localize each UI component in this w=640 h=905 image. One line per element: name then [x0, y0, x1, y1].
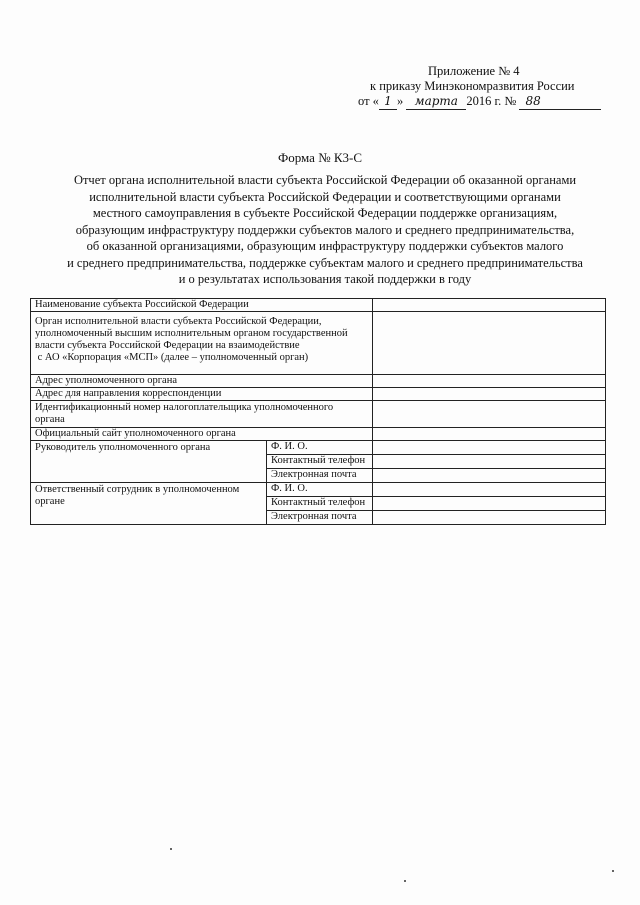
row-value-field[interactable]: [373, 388, 605, 400]
date-mid: »: [396, 94, 404, 108]
field-label: Электронная почта: [267, 469, 373, 482]
row-value-field[interactable]: [373, 299, 605, 311]
report-title-line: образующим инфраструктуру поддержки субъектов малого и среднего предпринимательства,: [75, 222, 575, 237]
table-row: [30, 388, 606, 401]
field-label: Ф. И. О.: [267, 483, 373, 496]
row-label: [31, 312, 373, 374]
report-title-line: Отчет органа исполнительной власти субъекта Российской Федерации об оказанной органами: [73, 173, 577, 187]
manager-group: [30, 441, 606, 483]
table-row: [30, 401, 606, 428]
field-label: Ф. И. О.: [267, 441, 373, 454]
order-reference: к приказу Минэкономразвития России: [370, 79, 575, 93]
group-label-line: Ответственный сотрудник в уполномоченном: [35, 484, 240, 495]
group-field-row: [267, 441, 605, 455]
table-row: [30, 375, 606, 388]
table-row: [30, 312, 606, 375]
group-field-row: [267, 455, 605, 469]
row-label: Наименование субъекта Российской Федерации: [31, 299, 373, 311]
field-label: Электронная почта: [267, 511, 373, 524]
scan-speck: [170, 848, 172, 850]
table-row: [30, 428, 606, 441]
row-label: [31, 401, 373, 427]
report-title-line: исполнительной власти субъекта Российской Федерации и соответствующими органами: [89, 189, 561, 204]
row-label-line: Идентификационный номер налогоплательщика уполномоченного: [35, 402, 334, 413]
field-value-input[interactable]: [373, 441, 605, 454]
field-label: Контактный телефон: [267, 455, 373, 468]
row-value-field[interactable]: [373, 375, 605, 387]
report-title-line: и среднего предпринимательства, поддержке субъектам малого и среднего предпринимательства: [67, 255, 583, 270]
scan-speck: [612, 870, 614, 872]
row-label-line: уполномоченный высшим исполнительным органом государственной: [35, 328, 348, 339]
row-value-field[interactable]: [373, 312, 605, 374]
row-value-field[interactable]: [373, 428, 605, 440]
group-label: Руководитель уполномоченного органа: [31, 441, 267, 482]
form-table: [30, 298, 606, 525]
report-title-line: и о результатах использования такой поддержки в году: [178, 272, 472, 286]
report-title-line: местного самоуправления в субъекте Российской Федерации поддержке организациям,: [92, 206, 558, 220]
group-field-row: [267, 511, 605, 524]
responsible-employee-group: [30, 483, 606, 525]
group-label: [31, 483, 267, 524]
row-value-field[interactable]: [373, 401, 605, 427]
group-field-row: [267, 469, 605, 482]
table-row: [30, 299, 606, 312]
group-field-row: [267, 483, 605, 497]
row-label-line: Орган исполнительной власти субъекта Российской Федерации,: [35, 316, 322, 327]
order-number-handwritten: 88: [519, 94, 601, 110]
date-year: 2016 г. №: [466, 94, 517, 108]
row-label: Официальный сайт уполномоченного органа: [31, 428, 373, 440]
date-prefix: от «: [358, 94, 379, 108]
field-value-input[interactable]: [373, 483, 605, 496]
scan-speck: [404, 880, 406, 882]
field-value-input[interactable]: [373, 497, 605, 510]
row-label-line: власти субъекта Российской Федерации на взаимодействие: [35, 340, 300, 351]
field-label: Контактный телефон: [267, 497, 373, 510]
appendix-number: Приложение № 4: [428, 64, 520, 78]
group-fields: [267, 441, 605, 482]
order-date-line: [358, 94, 601, 110]
form-title: Форма № К3-С: [277, 150, 363, 165]
group-field-row: [267, 497, 605, 511]
field-value-input[interactable]: [373, 511, 605, 524]
group-label-line: органе: [35, 496, 65, 507]
field-value-input[interactable]: [373, 469, 605, 482]
report-title: [40, 172, 610, 288]
group-fields: [267, 483, 605, 524]
date-day-handwritten: 1: [379, 94, 397, 110]
report-title-line: об оказанной организациями, образующим инфраструктуру поддержки субъектов малого: [86, 239, 564, 253]
row-label: Адрес для направления корреспонденции: [31, 388, 373, 400]
row-label-line: органа: [35, 414, 65, 425]
row-label: Адрес уполномоченного органа: [31, 375, 373, 387]
field-value-input[interactable]: [373, 455, 605, 468]
row-label-line: с АО «Корпорация «МСП» (далее – уполномоченный орган): [35, 352, 309, 363]
date-month-handwritten: марта: [406, 94, 466, 110]
